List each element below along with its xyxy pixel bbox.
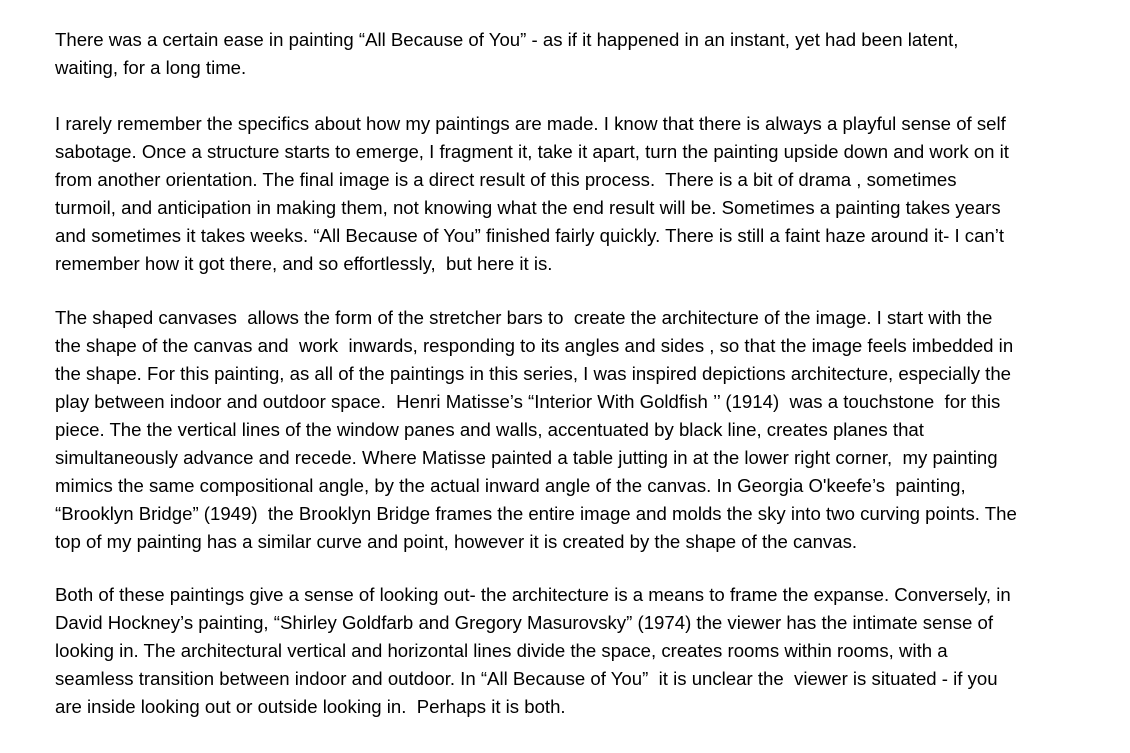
text-line: turmoil, and anticipation in making them, not knowing what the end result will be. Sometimes a painting takes years [55, 197, 1001, 218]
text-line: the shape. For this painting, as all of the paintings in this series, I was inspired depictions architecture, especially the [55, 363, 1012, 384]
text-line: looking in. The architectural vertical and horizontal lines divide the space, creates rooms within rooms, with a [55, 640, 948, 661]
text-line: are inside looking out or outside looking in. Perhaps it is both. [55, 696, 566, 717]
paragraph-4 [55, 581, 1011, 721]
text-line: mimics the same compositional angle, by the actual inward angle of the canvas. In Georgia O'keefe’s painting, [55, 475, 966, 496]
paragraph-1 [55, 26, 958, 82]
text-line: seamless transition between indoor and outdoor. In “All Because of You” it is unclear the viewer is situated - if you [55, 668, 998, 689]
paragraph-2 [55, 110, 1009, 278]
text-line: piece. The the vertical lines of the window panes and walls, accentuated by black line, creates planes that [55, 419, 924, 440]
paragraph-3 [55, 304, 1017, 556]
text-line: “Brooklyn Bridge” (1949) the Brooklyn Bridge frames the entire image and molds the sky into two curving points. The [55, 503, 1017, 524]
text-line: Both of these paintings give a sense of looking out- the architecture is a means to frame the expanse. Conversely, in [55, 584, 1011, 605]
text-line: remember how it got there, and so effortlessly, but here it is. [55, 253, 553, 274]
text-line: There was a certain ease in painting “All Because of You” - as if it happened in an instant, yet had been latent, [55, 29, 959, 50]
text-line: simultaneously advance and recede. Where Matisse painted a table jutting in at the lower right corner, my painting [55, 447, 998, 468]
text-line: I rarely remember the specifics about how my paintings are made. I know that there is always a playful sense of self [55, 113, 1006, 134]
text-line: waiting, for a long time. [55, 57, 247, 78]
text-line: The shaped canvases allows the form of the stretcher bars to create the architecture of the image. I start with the [55, 307, 993, 328]
text-line: the shape of the canvas and work inwards, responding to its angles and sides , so that the image feels imbedded in [55, 335, 1014, 356]
text-line: sabotage. Once a structure starts to emerge, I fragment it, take it apart, turn the painting upside down and work on it [55, 141, 1009, 162]
text-line: and sometimes it takes weeks. “All Because of You” finished fairly quickly. There is still a faint haze around it- I can’t [55, 225, 1005, 246]
text-line: from another orientation. The final image is a direct result of this process. There is a bit of drama , sometimes [55, 169, 957, 190]
text-line: top of my painting has a similar curve and point, however it is created by the shape of the canvas. [55, 531, 858, 552]
text-line: play between indoor and outdoor space. Henri Matisse’s “Interior With Goldfish ’’ (1914) was a touchstone for this [55, 391, 1001, 412]
text-line: David Hockney’s painting, “Shirley Goldfarb and Gregory Masurovsky” (1974) the viewer has the intimate sense of [55, 612, 994, 633]
